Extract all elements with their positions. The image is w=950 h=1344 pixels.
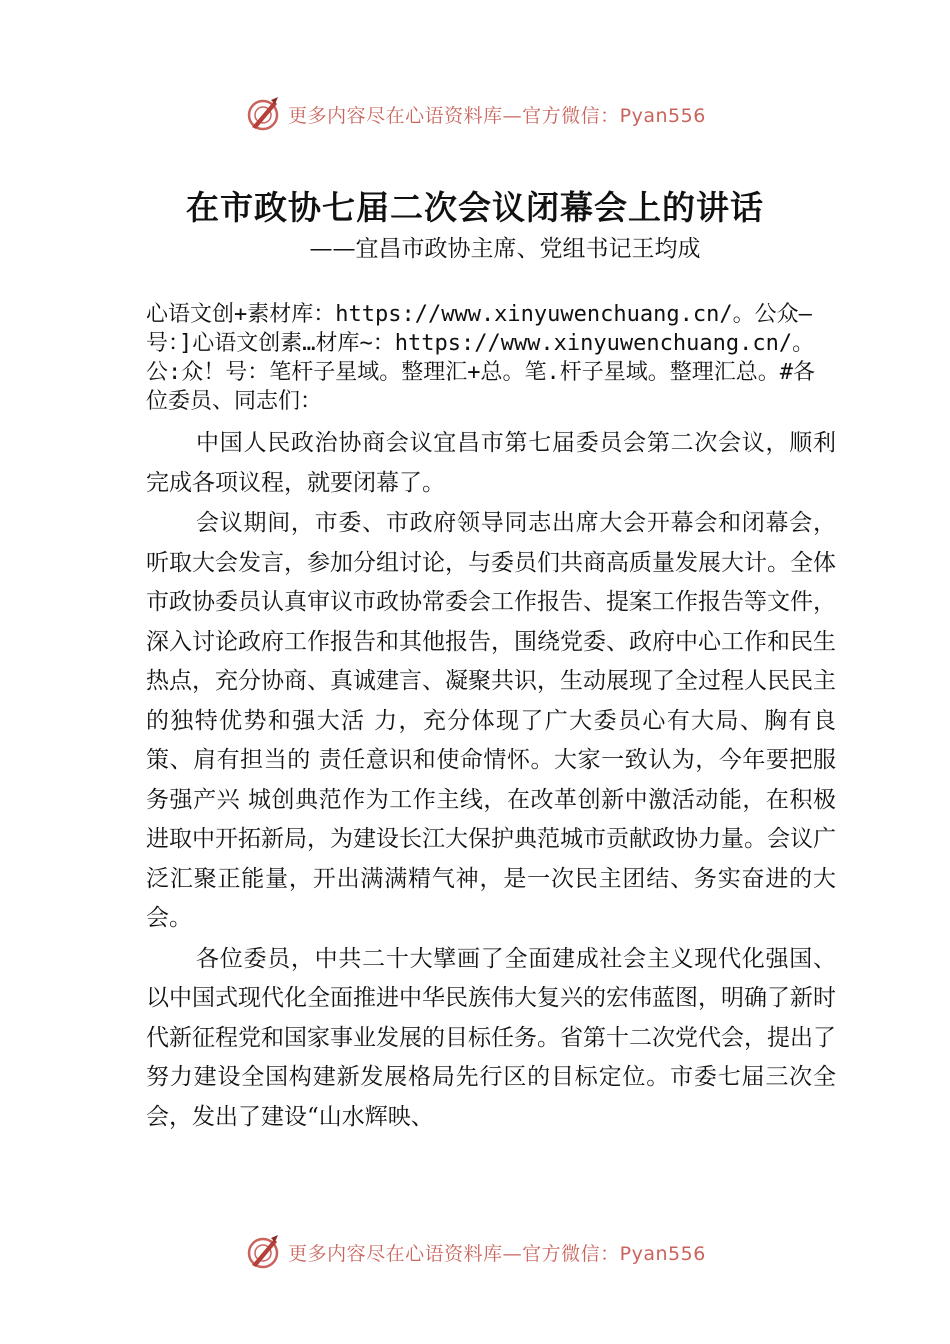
- banner-label: 更多内容尽在心语资料库—官方微信：: [288, 1242, 620, 1265]
- document-subtitle: ——宜昌市政协主席、党组书记王均成: [309, 236, 701, 262]
- document-body: [146, 300, 836, 1138]
- header-banner: [0, 92, 950, 136]
- paragraph-2: 会议期间，市委、市政府领导同志出席大会开幕会和闭幕会，听取大会发言，参加分组讨论，与委员们共商高质量发展大计。全体市政协委员认真审议市政协常委会工作报告、提案工作报告等文件，深入讨论政府工作报告和其他报告，围绕党委、政府中心工作和民生热点，充分协商、真诚建言、凝聚共识，生动展现了全过程人民民主的独特优势和强大活 力，充分体现了广大委员心有大局、胸有良策、肩有担当的 责任意识和使命情怀。大家一致认为，今年要把服务强产兴 城创典范作为工作主线，在改革创新中激活动能，在积极进取中开拓新局，为建设长江大保护典范城市贡献政协力量。会议广泛汇聚正能量，开出满满精气神，是一次民主团结、务实奋进的大会。: [146, 510, 836, 931]
- footer-banner: [0, 1230, 950, 1274]
- banner-label: 更多内容尽在心语资料库—官方微信：: [288, 104, 620, 127]
- paragraph-3: 各位委员，中共二十大擘画了全面建成社会主义现代化强国、以中国式现代化全面推进中华民族伟大复兴的宏伟蓝图，明确了新时代新征程党和国家事业发展的目标任务。省第十二次党代会，提出了努力建设全国构建新发展格局先行区的目标定位。市委七届三次全会，发出了建设“山水辉映、: [146, 945, 836, 1130]
- intro-paragraph: 心语文创+素材库：https://www.xinyuwenchuang.cn/。公众—号：]心语文创素…材库~：https://www.xinyuwenchuang.cn/。公:众！号：笔杆子星域。整理汇+总。笔.杆子星域。整理汇总。#各位委员、同志们：: [146, 302, 815, 414]
- banner-text: [288, 1239, 706, 1266]
- brush-logo-icon: [244, 1233, 282, 1271]
- paragraph-1: 中国人民政治协商会议宜昌市第七届委员会第二次会议，顺利完成各项议程，就要闭幕了。: [146, 430, 836, 496]
- brush-logo-icon: [244, 95, 282, 133]
- wechat-id: Pyan556: [619, 1242, 706, 1265]
- document-title: 在市政协七届二次会议闭幕会上的讲话: [186, 188, 764, 227]
- banner-text: [288, 101, 706, 128]
- wechat-id: Pyan556: [619, 104, 706, 127]
